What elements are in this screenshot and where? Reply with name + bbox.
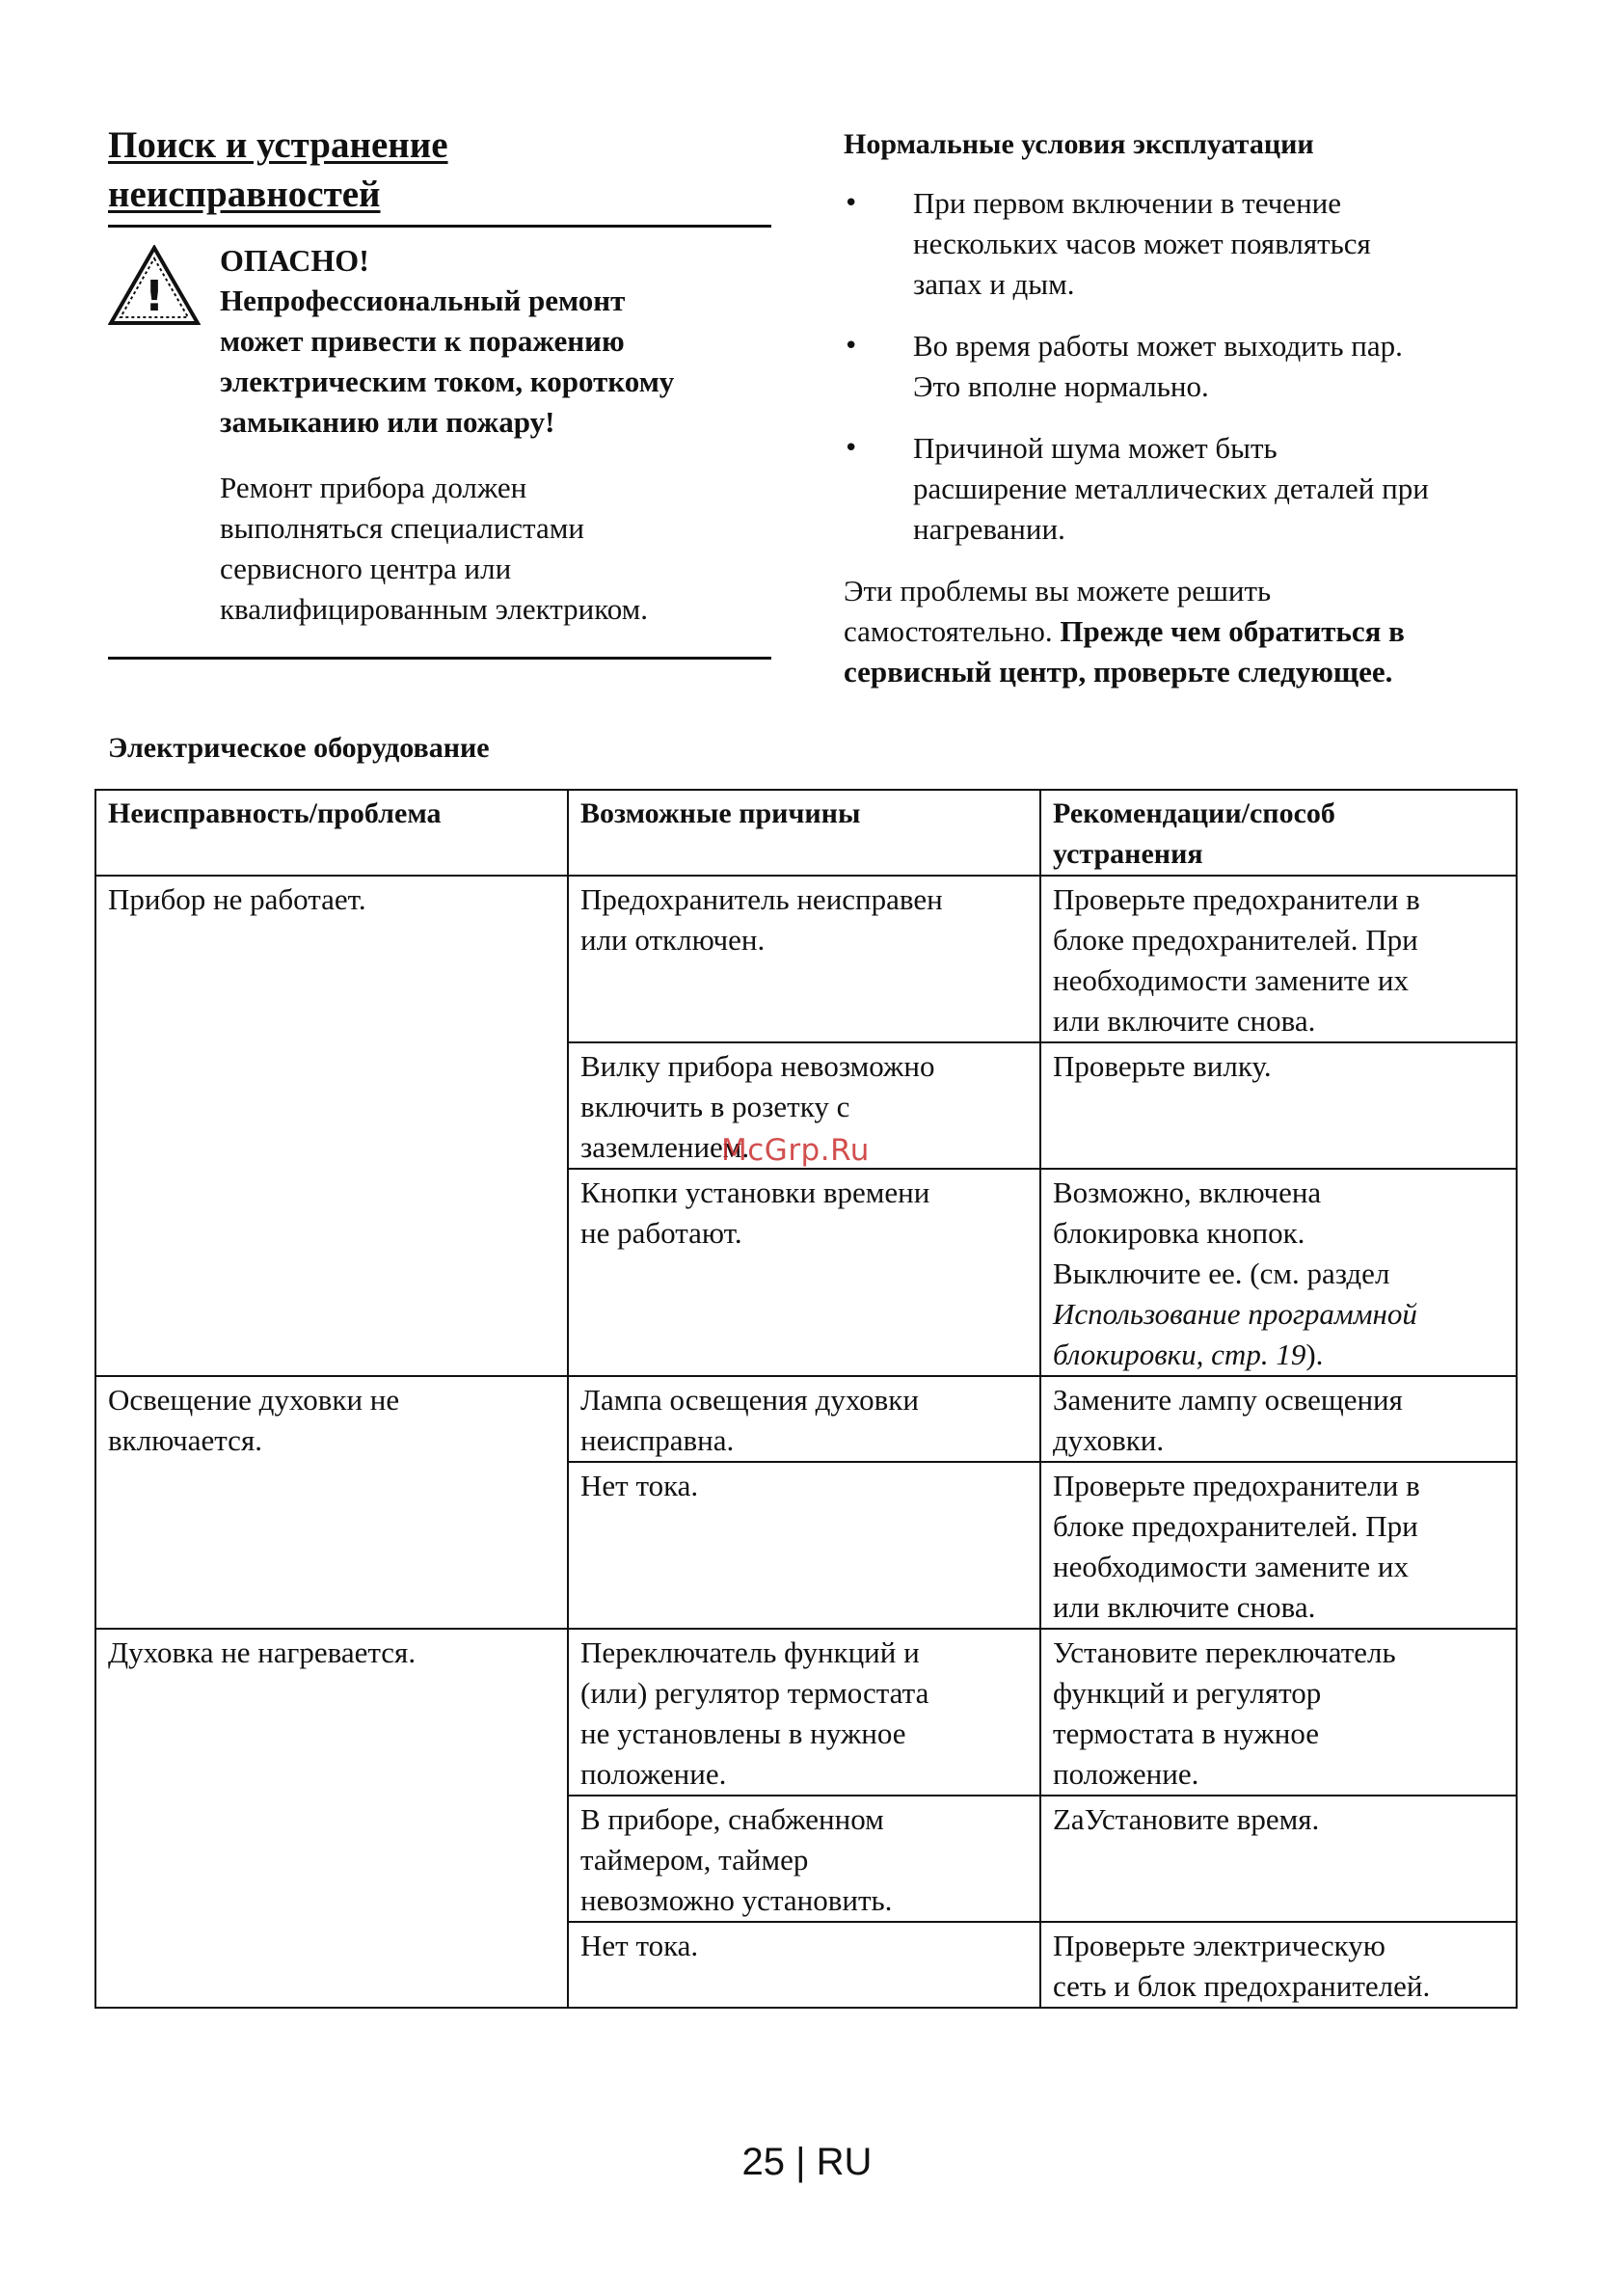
list-item: [844, 326, 1519, 407]
cell-line: включается.: [108, 1423, 262, 1457]
cell-line: (или) регулятор термостата: [580, 1676, 929, 1710]
cell-line: необходимости замените их: [1053, 963, 1409, 997]
cell-line: термостата в нужное: [1053, 1716, 1320, 1750]
cause-cell: [568, 1376, 1040, 1462]
header-causes: Возможные причины: [568, 790, 1040, 876]
bullet-icon: •: [844, 434, 859, 463]
table-header-row: [95, 790, 1517, 876]
warning-text-line: сервисного центра или: [220, 552, 512, 585]
remedy-cell: [1040, 1629, 1517, 1796]
cell-line: положение.: [580, 1757, 727, 1791]
list-item-line: При первом включении в течение: [913, 186, 1342, 220]
page-number: 25 | RU: [741, 2141, 873, 2183]
cell-line: невозможно установить.: [580, 1883, 893, 1917]
cell-line: Предохранитель неисправен: [580, 882, 943, 916]
closing-line: [844, 652, 1519, 692]
cell-line: неисправна.: [580, 1423, 735, 1457]
page-title: [108, 121, 771, 228]
cell-line: функций и регулятор: [1053, 1676, 1322, 1710]
remedy-cell: [1040, 1922, 1517, 2008]
cause-cell: [568, 876, 1040, 1042]
cell-line: или отключен.: [580, 923, 766, 957]
troubleshooting-table: [94, 789, 1518, 2009]
remedy-cell: [1040, 1462, 1517, 1629]
warning-bold-line: Непрофессиональный ремонт: [220, 284, 626, 317]
danger-warning-box: [108, 241, 771, 660]
cell-line: или включите снова.: [1053, 1004, 1316, 1038]
list-item-line: Причиной шума может быть: [913, 431, 1278, 465]
closing-bold-text: сервисный центр, проверьте следующее.: [844, 655, 1393, 689]
cell-line: сеть и блок предохранителей.: [1053, 1969, 1431, 2003]
cell-line: Замените лампу освещения: [1053, 1383, 1403, 1417]
cell-line: включить в розетку с: [580, 1090, 850, 1123]
cell-line: духовки.: [1053, 1423, 1165, 1457]
cell-line: Духовка не нагревается.: [108, 1635, 417, 1669]
table-row: [95, 1376, 1517, 1462]
remedy-cell: [1040, 876, 1517, 1042]
cell-line: положение.: [1053, 1757, 1199, 1791]
closing-bold-text: Прежде чем обратиться в: [1060, 614, 1405, 648]
cell-line: не установлены в нужное: [580, 1716, 906, 1750]
cause-cell: [568, 1462, 1040, 1629]
table-row: [95, 876, 1517, 1042]
cell-line: не работают.: [580, 1216, 742, 1250]
electrical-equipment-heading: Электрическое оборудование: [108, 732, 490, 764]
cell-line: Проверьте вилку.: [1053, 1049, 1272, 1083]
list-item-line: нескольких часов может появляться: [913, 227, 1371, 260]
cross-reference-link-text: блокировки, стр. 19: [1053, 1337, 1306, 1371]
cause-cell: [568, 1629, 1040, 1796]
warning-text-line: Ремонт прибора должен: [220, 471, 527, 504]
cell-line: ZaУстановите время.: [1053, 1802, 1320, 1836]
cell-text-tail: ).: [1305, 1337, 1324, 1371]
remedy-cell: [1040, 1376, 1517, 1462]
closing-line: [844, 611, 1519, 652]
cell-line-italic: Использование программной: [1053, 1297, 1417, 1331]
title-line-2: неисправностей: [108, 174, 381, 215]
warning-triangle-icon: [108, 245, 201, 326]
cell-line: необходимости замените их: [1053, 1550, 1409, 1583]
warning-exclamation-glyph: !: [144, 272, 165, 321]
cell-line: таймером, таймер: [580, 1843, 809, 1877]
header-remedy-line: Рекомендации/способ: [1053, 797, 1335, 829]
list-item-line: Во время работы может выходить пар.: [913, 329, 1403, 363]
cell-line: Освещение духовки не: [108, 1383, 400, 1417]
right-column: [844, 125, 1519, 692]
remedy-cell: [1040, 1169, 1517, 1376]
warning-bold-line: электрическим током, короткому: [220, 365, 675, 398]
cell-line: В приборе, снабженном: [580, 1802, 884, 1836]
list-item-line: Это вполне нормально.: [913, 369, 1209, 403]
closing-line: Эти проблемы вы можете решить: [844, 574, 1272, 608]
cause-cell: [568, 1169, 1040, 1376]
cell-line: заземлением.: [580, 1130, 750, 1164]
problem-cell: [95, 1629, 568, 2008]
list-item-line: запах и дым.: [913, 267, 1075, 301]
header-remedy-line: устранения: [1053, 838, 1203, 870]
cause-cell: [568, 1922, 1040, 2008]
cell-line: Проверьте электрическую: [1053, 1929, 1385, 1962]
list-item-line: нагревании.: [913, 512, 1065, 546]
cell-line: Нет тока.: [580, 1469, 699, 1502]
warning-text-line: квалифицированным электриком.: [220, 592, 649, 626]
closing-paragraph: [844, 571, 1519, 692]
cell-line: блокировка кнопок.: [1053, 1216, 1305, 1250]
cell-line: Установите переключатель: [1053, 1635, 1396, 1669]
table-row: [95, 1629, 1517, 1796]
cell-line: [1053, 1335, 1504, 1375]
warning-body-text: [220, 468, 771, 630]
list-item: [844, 183, 1519, 305]
cell-line: Кнопки установки времени: [580, 1175, 930, 1209]
cell-line: Вилку прибора невозможно: [580, 1049, 935, 1083]
warning-text-line: выполняться специалистами: [220, 511, 584, 545]
cell-line: Выключите ее. (см. раздел: [1053, 1256, 1390, 1290]
left-column: [108, 121, 771, 660]
list-item: [844, 428, 1519, 550]
cell-line: или включите снова.: [1053, 1590, 1316, 1624]
closing-normal-text: самостоятельно.: [844, 614, 1061, 648]
remedy-cell: [1040, 1042, 1517, 1169]
remedy-cell: [1040, 1796, 1517, 1922]
watermark-text: McGrp.Ru: [721, 1133, 870, 1168]
warning-bold-text: [220, 281, 771, 443]
cell-line: Нет тока.: [580, 1929, 699, 1962]
normal-conditions-heading: Нормальные условия эксплуатации: [844, 128, 1314, 160]
warning-heading: ОПАСНО!: [220, 243, 369, 278]
title-line-1: Поиск и устранение: [108, 124, 448, 166]
cell-line: Проверьте предохранители в: [1053, 1469, 1420, 1502]
warning-bold-line: может привести к поражению: [220, 324, 625, 358]
cell-line: Лампа освещения духовки: [580, 1383, 919, 1417]
cell-line: Прибор не работает.: [108, 882, 366, 916]
header-remedy: [1040, 790, 1517, 876]
list-item-line: расширение металлических деталей при: [913, 472, 1429, 505]
problem-cell: [95, 876, 568, 1376]
normal-conditions-list: [844, 183, 1519, 550]
cell-line: Проверьте предохранители в: [1053, 882, 1420, 916]
cell-line: Возможно, включена: [1053, 1175, 1322, 1209]
bullet-icon: •: [844, 332, 859, 361]
cause-cell: [568, 1796, 1040, 1922]
header-problem: Неисправность/проблема: [95, 790, 568, 876]
problem-cell: [95, 1376, 568, 1629]
cell-line: блоке предохранителей. При: [1053, 1509, 1418, 1543]
cell-line: блоке предохранителей. При: [1053, 923, 1418, 957]
bullet-icon: •: [844, 189, 859, 218]
warning-bold-line: замыканию или пожару!: [220, 405, 555, 439]
cell-line: Переключатель функций и: [580, 1635, 920, 1669]
